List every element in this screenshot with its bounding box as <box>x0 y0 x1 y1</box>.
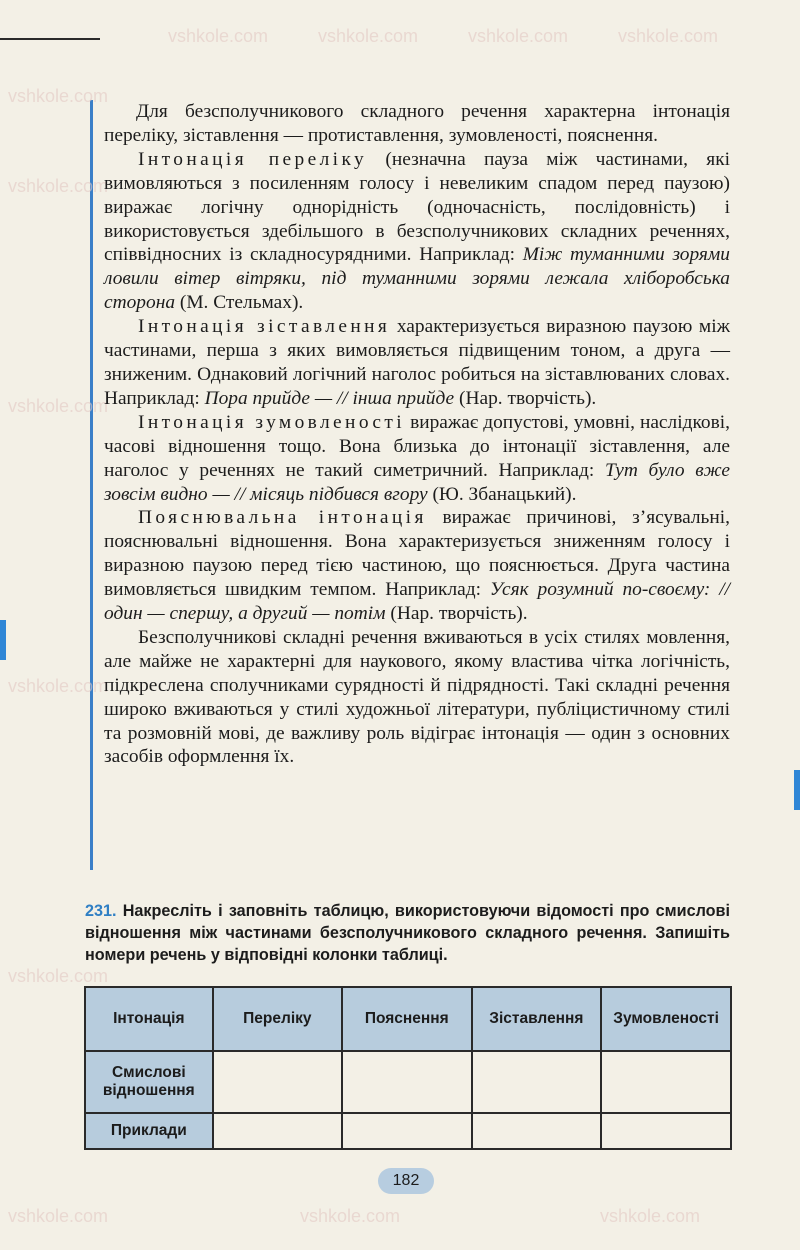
table-cell <box>472 1051 602 1113</box>
exercise-text: Накресліть і заповніть таблицю, використовуючи відомості про смислові відношення між частинами безсполучникового складного речення. Запишіть номери речень у відповідні колонки таблиці. <box>85 902 730 964</box>
top-rule <box>0 38 100 40</box>
exercise-231 <box>85 900 730 966</box>
row-header: Смислові відношення <box>85 1051 213 1113</box>
term-condition: Інтонація зумовленості <box>138 411 406 433</box>
exercise-number: 231. <box>85 902 117 920</box>
term-enumeration: Інтонація переліку <box>138 148 368 170</box>
watermark: vshkole.com <box>618 26 719 46</box>
watermark: vshkole.com <box>8 176 109 196</box>
exercise-table <box>84 986 732 1150</box>
table-cell <box>342 1051 472 1113</box>
example-enumeration: Між туманними зорями ловили вітер вітряки, під туманними зорями лежала хліборобська сторона <box>104 244 730 314</box>
left-edge-marker <box>0 620 6 660</box>
table-cell <box>213 1051 342 1113</box>
table-header: Пояснення <box>342 987 472 1051</box>
term-explanation: Пояснювальна інтонація <box>138 507 427 529</box>
watermark: vshkole.com <box>8 396 109 416</box>
table-row <box>85 1113 731 1149</box>
paragraph-comparison: Інтонація зіставлення характеризується виразною паузою між частинами, перша з яких вимовляється підвищеним тоном, а друга — зниженим. Однаковий логічний наголос робиться на зіставлюваних словах. Наприклад: Пора прийде — // інша прийде (Нар. творчість). <box>104 316 730 409</box>
example-explanation: Усяк розумний по-своєму: // один — спершу, а другий — потім <box>104 579 731 625</box>
theory-text <box>104 100 730 769</box>
theory-margin-bar <box>90 100 93 870</box>
paragraph-usage: Безсполучникові складні речення вживаються в усіх стилях мовлення, але майже не характерні для наукового, якому властива чітка логічність, підкреслена сполучниками сурядності й підрядності. Такі складні речення широко вживаються у стилі художньої літератури, публіцистичному стилі та розмовній мові, де важливу роль відіграє інтонація — один з основних засобів оформлення їх. <box>104 626 730 768</box>
example-condition: Тут було вже зовсім видно — // місяць підбився вгору <box>104 459 730 505</box>
row-header: Приклади <box>85 1113 213 1149</box>
watermark: vshkole.com <box>8 1206 109 1226</box>
table-cell <box>601 1113 731 1149</box>
term-comparison: Інтонація зіставлення <box>138 316 391 338</box>
example-comparison: Пора прийде — // інша прийде <box>204 387 455 409</box>
table-cell <box>213 1113 342 1149</box>
watermark: vshkole.com <box>300 1206 401 1226</box>
paragraph-condition: Інтонація зумовленості виражає допустові, умовні, наслідкові, часові відношення тощо. Вона близька до інтонації зіставлення, але наголос у реченнях не такий симетричний. Наприклад: Тут було вже зовсім видно — // місяць підбився вгору (Ю. Збанацький). <box>104 411 730 505</box>
paragraph-intro: Для безсполучникового складного речення характерна інтонація переліку, зіставлення — протиставлення, зумовленості, пояснення. <box>104 101 730 146</box>
table-header: Інтонація <box>85 987 213 1051</box>
watermark: vshkole.com <box>168 26 269 46</box>
watermark: vshkole.com <box>8 676 109 696</box>
watermark: vshkole.com <box>468 26 569 46</box>
watermark: vshkole.com <box>8 86 109 106</box>
paragraph-enumeration: Інтонація переліку (незначна пауза між частинами, які вимовляються з посиленням голосу і невеликим спадом перед паузою) виражає логічну однорідність (одночасність, послідовність) і використовується здебільшого в безсполучникових складних реченнях, співвідносних із складносурядними. Наприклад: Між туманними зорями ловили вітер вітряки, під туманними зорями лежала хліборобська сторона (М. Стельмах). <box>104 148 730 314</box>
table-header: Зумовленості <box>601 987 731 1051</box>
watermark: vshkole.com <box>600 1206 701 1226</box>
table-header: Зіставлення <box>472 987 602 1051</box>
paragraph-explanation: Пояснювальна інтонація виражає причинові, з’ясувальні, пояснювальні відношення. Вона характеризується зниженням голосу і виразною паузою перед тією частиною, що пояснюється. Друга частина вимовляється швидким темпом. Наприклад: Усяк розумний по-своєму: // один — спершу, а другий — потім (Нар. творчість). <box>104 507 731 625</box>
right-edge-marker <box>794 770 800 810</box>
table-cell <box>472 1113 602 1149</box>
table-row <box>85 1051 731 1113</box>
page-number: 182 <box>378 1168 434 1194</box>
table-cell <box>342 1113 472 1149</box>
watermark: vshkole.com <box>8 966 109 986</box>
table-cell <box>601 1051 731 1113</box>
watermark: vshkole.com <box>318 26 419 46</box>
table-header: Переліку <box>213 987 342 1051</box>
